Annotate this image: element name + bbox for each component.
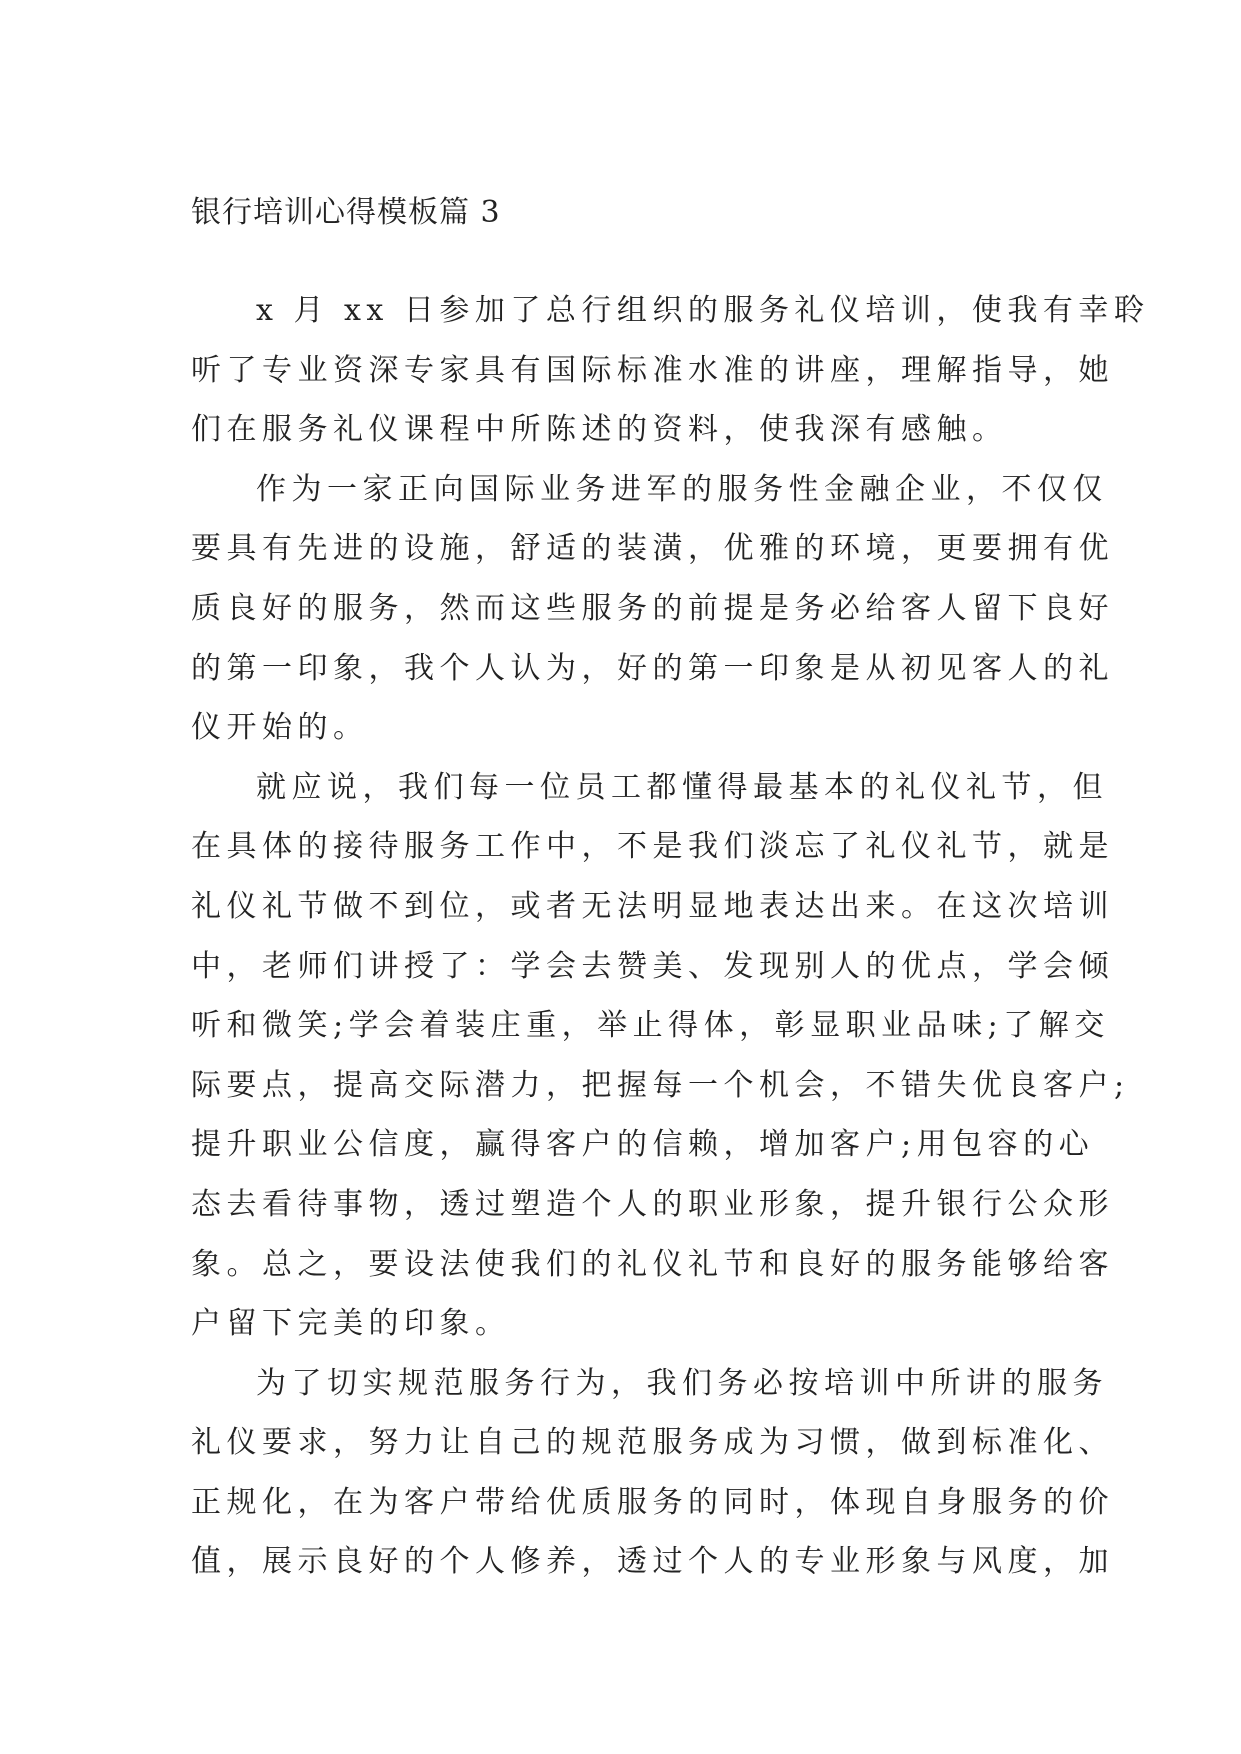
paragraph-4-line-1: 为了切实规范服务行为，我们务必按培训中所讲的服务 — [256, 1365, 1108, 1401]
paragraph-3-line-4: 中，老师们讲授了：学会去赞美、发现别人的优点，学会倾 — [191, 948, 1114, 984]
paragraph-3-line-6: 际要点，提高交际潜力，把握每一个机会，不错失优良客户; — [191, 1067, 1130, 1103]
paragraph-1-line-2: 听了专业资深专家具有国际标准水准的讲座，理解指导，她 — [191, 352, 1114, 388]
paragraph-4-line-3: 正规化，在为客户带给优质服务的同时，体现自身服务的价 — [191, 1484, 1114, 1520]
paragraph-2-line-5: 仪开始的。 — [191, 710, 369, 746]
document-title: 银行培训心得模板篇 3 — [191, 195, 501, 230]
paragraph-2-line-4: 的第一印象，我个人认为，好的第一印象是从初见客人的礼 — [191, 650, 1114, 686]
paragraph-3-line-9: 象。总之，要设法使我们的礼仪礼节和良好的服务能够给客 — [191, 1246, 1114, 1282]
paragraph-4-line-2: 礼仪要求，努力让自己的规范服务成为习惯，做到标准化、 — [191, 1425, 1114, 1461]
paragraph-3-line-8: 态去看待事物，透过塑造个人的职业形象，提升银行公众形 — [191, 1186, 1114, 1222]
paragraph-3-line-7: 提升职业公信度，赢得客户的信赖，增加客户;用包容的心 — [191, 1127, 1095, 1163]
paragraph-2-line-3: 质良好的服务，然而这些服务的前提是务必给客人留下良好 — [191, 590, 1114, 626]
paragraph-3-line-1: 就应说，我们每一位员工都懂得最基本的礼仪礼节，但 — [256, 769, 1108, 805]
paragraph-3-line-3: 礼仪礼节做不到位，或者无法明显地表达出来。在这次培训 — [191, 888, 1114, 924]
document-body — [191, 281, 1150, 1592]
paragraph-3-line-2: 在具体的接待服务工作中，不是我们淡忘了礼仪礼节，就是 — [191, 829, 1114, 865]
paragraph-2-line-2: 要具有先进的设施，舒适的装潢，优雅的环境，更要拥有优 — [191, 531, 1114, 567]
paragraph-4-line-4: 值，展示良好的个人修养，透过个人的专业形象与风度，加 — [191, 1544, 1114, 1580]
paragraph-3-line-5: 听和微笑;学会着装庄重，举止得体，彰显职业品味;了解交 — [191, 1008, 1110, 1044]
paragraph-1-line-3: 们在服务礼仪课程中所陈述的资料，使我深有感触。 — [191, 412, 1008, 448]
paragraph-2-line-1: 作为一家正向国际业务进军的服务性金融企业，不仅仅 — [256, 471, 1108, 507]
paragraph-3-line-10: 户留下完美的印象。 — [191, 1306, 511, 1342]
paragraph-1-line-1: x 月 xx 日参加了总行组织的服务礼仪培训，使我有幸聆 — [256, 293, 1150, 328]
